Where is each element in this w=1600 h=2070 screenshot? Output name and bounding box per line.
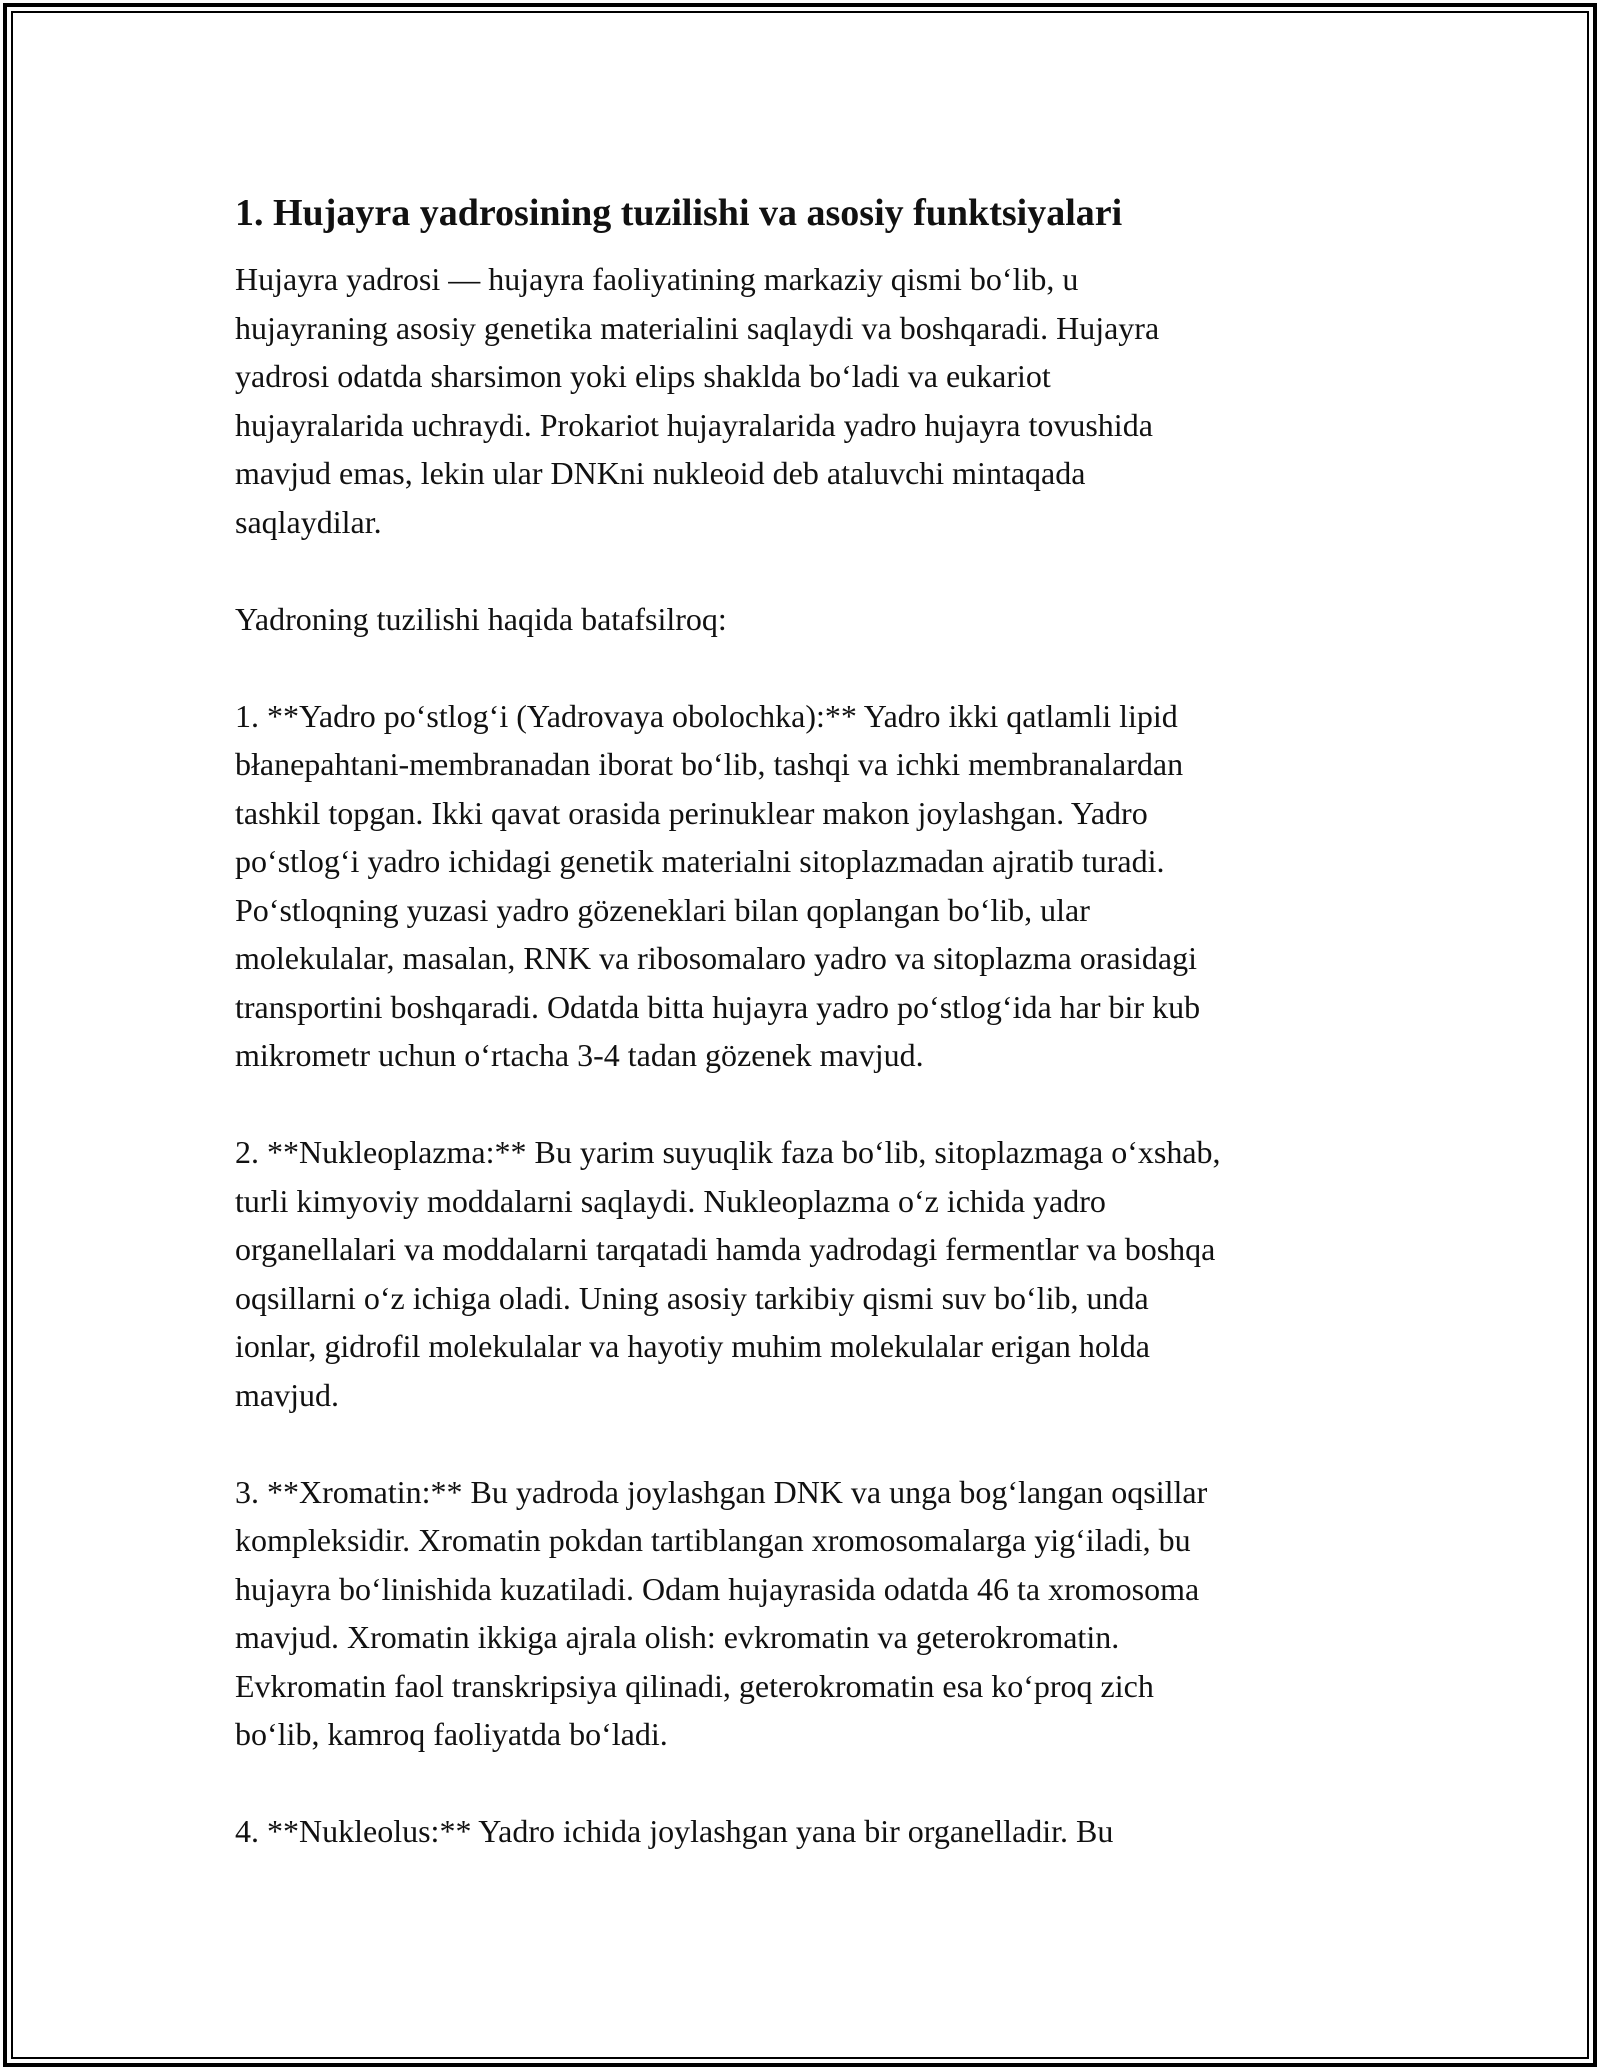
document-body bbox=[235, 187, 1375, 1904]
list-item-chromatin: 3. **Xromatin:** Bu yadroda joylashgan DNK va unga bog‘langan oqsillar kompleksidir. Xromatin pokdan tartiblangan xromosomalarga yig‘iladi, bu hujayra bo‘linishida kuzatiladi. Odam hujayrasida odatda 46 ta xromosoma mavjud. Xromatin ikkiga ajrala olish: evkromatin va geterokromatin. Evkromatin faol transkripsiya qilinadi, geterokromatin esa ko‘proq zich bo‘lib, kamroq faoliyatda bo‘ladi. bbox=[235, 1473, 1208, 1752]
structure-intro-paragraph: Yadroning tuzilishi haqida batafsilroq: bbox=[235, 600, 727, 637]
list-item-nucleolus: 4. **Nukleolus:** Yadro ichida joylashgan yana bir organelladir. Bu bbox=[235, 1813, 1114, 1849]
list-item-nucleoplasm: 2. **Nukleoplazma:** Bu yarim suyuqlik faza bo‘lib, sitoplazmaga o‘xshab, turli kimyoviy moddalarni saqlaydi. Nukleoplazma o‘z ichida yadro organellalari va moddalarni tarqatadi hamda yadrodagi fermentlar va boshqa oqsillarni o‘z ichiga oladi. Uning asosiy tarkibiy qismi suv bo‘lib, unda ionlar, gidrofil molekulalar va hayotiy muhim molekulalar erigan holda mavjud. bbox=[235, 1134, 1221, 1413]
intro-paragraph: Hujayra yadrosi — hujayra faoliyatining markaziy qismi bo‘lib, u hujayraning asosiy genetika materialini saqlaydi va boshqaradi. Hujayra yadrosi odatda sharsimon yoki elips shaklda bo‘ladi va eukariot hujayralarida uchraydi. Prokariot hujayralarida yadro hujayra tovushida mavjud emas, lekin ular DNKni nukleoid deb ataluvchi mintaqada saqlaydilar. bbox=[235, 261, 1160, 540]
document-title: 1. Hujayra yadrosining tuzilishi va asosiy funktsiyalari bbox=[235, 192, 1123, 234]
list-item-nuclear-envelope: 1. **Yadro po‘stlog‘i (Yadrovaya obolochka):** Yadro ikki qatlamli lipid błanepahtani-membranadan iborat bo‘lib, tashqi va ichki membranalardan tashkil topgan. Ikki qavat orasida perinuklear makon joylashgan. Yadro po‘stlog‘i yadro ichidagi genetik materialni sitoplazmadan ajratib turadi. Po‘stloqning yuzasi yadro gözeneklari bilan qoplangan bo‘lib, ular molekulalar, masalan, RNK va ribosomalaro yadro va sitoplazma orasidagi transportini boshqaradi. Odatda bitta hujayra yadro po‘stlog‘ida har bir kub mikrometr uchun o‘rtacha 3-4 tadan gözenek mavjud. bbox=[235, 697, 1201, 1073]
